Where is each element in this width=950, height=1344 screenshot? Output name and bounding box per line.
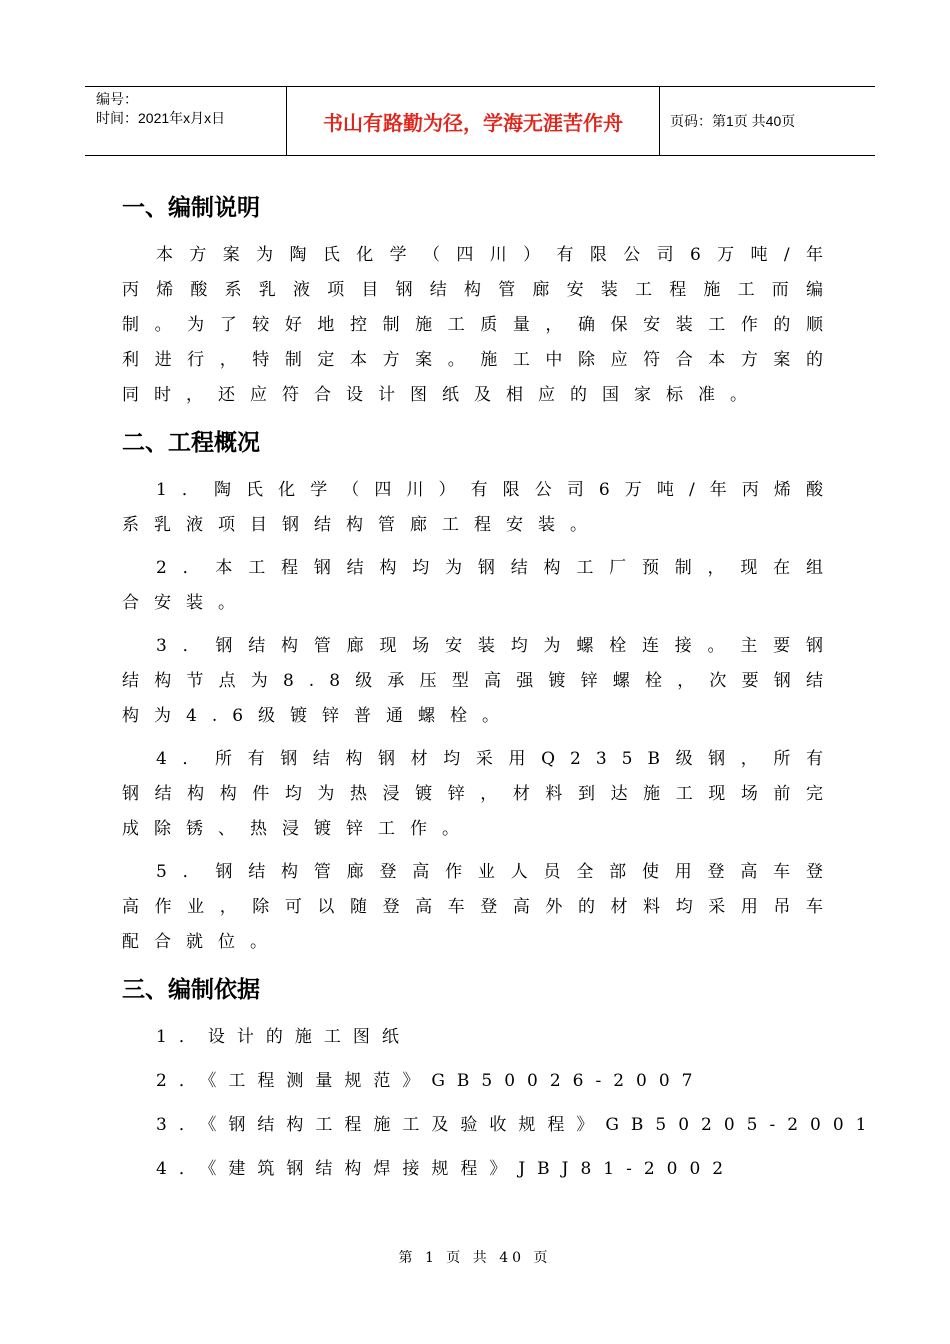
overview-item: 2．本工程钢结构均为钢结构工厂预制，现在组合安装。 [122,558,838,613]
header-motto: 书山有路勤为径，学海无涯苦作舟 [287,87,660,155]
reference-item: 4．《建筑钢结构焊接规程》JBJ81-2002 [156,1159,736,1179]
overview-item: 5．钢结构管廊登高作业人员全部使用登高车登高作业，除可以随登高车登高外的材料均采用吊车配合就位。 [122,862,838,952]
number-label: 编号： [96,91,138,107]
section-title-1: 一、编制说明 [122,195,260,221]
overview-item: 1．陶氏化学（四川）有限公司6万吨/年丙烯酸系乳液项目钢结构管廊工程安装。 [122,480,838,535]
reference-item: 3．《钢结构工程施工及验收规程》GB50205-2001 [156,1115,879,1135]
reference-item: 1．设计的施工图纸 [156,1027,411,1047]
section-title-2: 二、工程概况 [122,430,260,456]
overview-item: 3．钢结构管廊现场安装均为螺栓连接。主要钢结构节点为8.8级承压型高强镀锌螺栓，次要钢结构为4.6级镀锌普通螺栓。 [122,636,838,726]
page-footer: 第 1 页 共 40 页 [398,1250,552,1266]
time-label: 时间：2021年x月x日 [96,110,226,126]
header-page-label: 页码：第1页 共40页 [670,113,796,129]
header-meta [85,87,287,155]
document-body [122,188,879,1196]
page-header [85,86,875,156]
section-1-paragraph: 本方案为陶氏化学（四川）有限公司6万吨/年丙烯酸系乳液项目钢结构管廊安装工程施工而编制。为了较好地控制施工质量，确保安装工作的顺利进行，特制定本方案。施工中除应符合本方案的同时，还应符合设计图纸及相应的国家标准。 [122,245,838,405]
reference-item: 2．《工程测量规范》GB50026-2007 [156,1071,705,1091]
overview-item: 4．所有钢结构钢材均采用Q235B级钢，所有钢结构构件均为热浸镀锌，材料到达施工现场前完成除锈、热浸镀锌工作。 [122,749,838,839]
section-title-3: 三、编制依据 [122,977,260,1003]
